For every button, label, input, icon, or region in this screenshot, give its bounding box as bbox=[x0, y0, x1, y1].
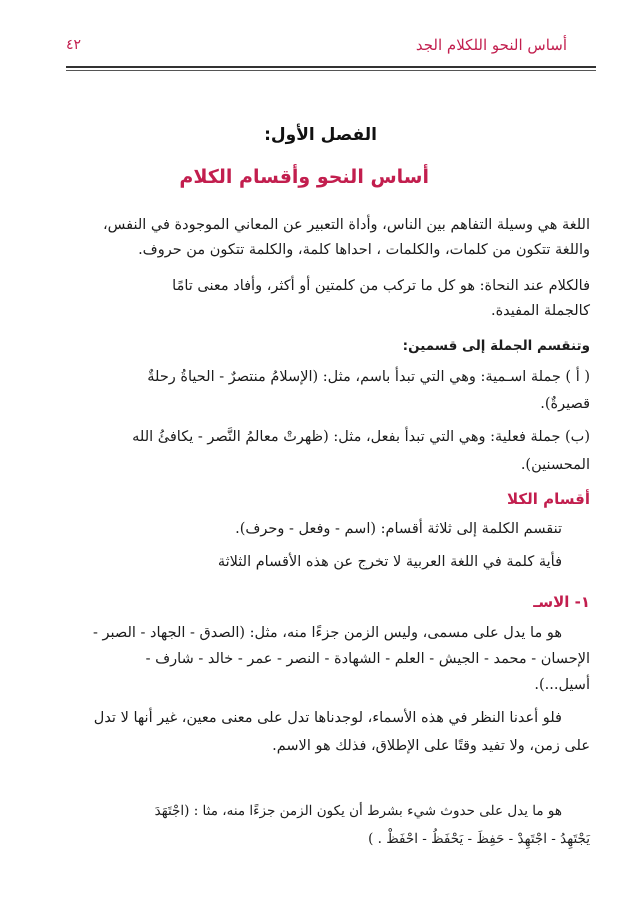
running-header bbox=[36, 34, 567, 60]
section-heading-noun: ١- الاسـ bbox=[533, 593, 590, 611]
paragraph-verbal-line-1: (ب) جملة فعلية: وهي التي تبدأ بفعل، مثل: (ظهرتْ معالمُ النَّصر - يكافئُ الله bbox=[132, 429, 590, 445]
chapter-label: الفصل الأول: bbox=[264, 125, 377, 145]
paragraph-noun-line-1: هو ما يدل على مسمى، وليس الزمن جزءًا منه، مثل: (الصدق - الجهاد - الصبر - bbox=[93, 625, 562, 641]
paragraph-noun-line-5: على زمن، ولا تفيد وقتًا على الإطلاق، فذلك هو الاسم. bbox=[272, 738, 590, 754]
paragraph-speech-line-2: كالجملة المفيدة. bbox=[490, 303, 590, 319]
paragraph-language-line-2: واللغة تتكون من كلمات، والكلمات ، احداها كلمة، والكلمة تتكون من حروف. bbox=[138, 242, 590, 258]
paragraph-noun-line-2: الإحسان - محمد - الجيش - العلم - الشهادة - النصر - عمر - خالد - شارف - bbox=[145, 651, 590, 667]
page-number: ٤٢ bbox=[66, 37, 82, 53]
paragraph-sentence-division: وتنقسم الجملة إلى قسمين: bbox=[402, 338, 590, 354]
paragraph-nominal-line-2: قصيرةٌ). bbox=[540, 396, 590, 412]
paragraph-verbal-line-2: المحسنين). bbox=[520, 457, 590, 473]
header-rule bbox=[66, 66, 596, 68]
paragraph-parts-line-1: تنقسم الكلمة إلى ثلاثة أقسام: (اسم - وفعل - وحرف). bbox=[235, 521, 562, 537]
header-rule-thin bbox=[66, 70, 596, 71]
paragraph-speech-line-1: فالكلام عند النحاة: هو كل ما تركب من كلمتين أو أكثر، وأفاد معنى تامًا bbox=[172, 278, 590, 294]
paragraph-verb-line-1: هو ما يدل على حدوث شيء بشرط أن يكون الزمن جزءًا منه، مثا : (اجْتَهَدَ bbox=[154, 803, 562, 819]
section-heading-parts: أقسام الكلا bbox=[507, 490, 590, 508]
running-title: أساس النحو اللكلام الجد bbox=[415, 36, 567, 54]
paragraph-verb-line-2: يَجْتَهِدُ - اجْتَهِدْ - حَفِظَ - يَحْفَظُ - احْفَظْ . ) bbox=[368, 831, 590, 847]
paragraph-parts-line-2: فأية كلمة في اللغة العربية لا تخرج عن هذه الأقسام الثلاثة bbox=[217, 554, 562, 570]
paragraph-noun-line-3: أسيل...). bbox=[534, 677, 590, 693]
chapter-title: أساس النحو وأقسام الكلام bbox=[179, 166, 429, 188]
paragraph-nominal-line-1: ( أ ) جملة اسـمية: وهي التي تبدأ باسم، مثل: (الإسلامُ منتصرٌ - الحياةُ رحلةٌ bbox=[147, 369, 590, 385]
paragraph-noun-line-4: فلو أعدنا النظر في هذه الأسماء، لوجدناها تدل على معنى معين، غير أنها لا تدل bbox=[93, 710, 562, 726]
paragraph-language-line-1: اللغة هي وسيلة التفاهم بين الناس، وأداة التعبير عن المعاني الموجودة في النفس، bbox=[102, 217, 590, 233]
